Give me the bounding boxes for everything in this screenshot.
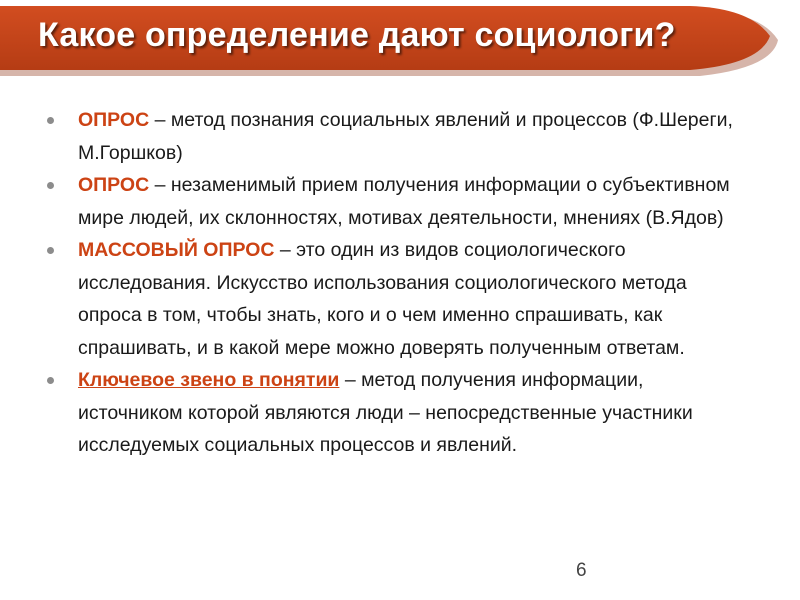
bullet-term: ОПРОС (78, 109, 150, 131)
bullet-dot-icon (47, 247, 54, 254)
page-number: 6 (576, 560, 587, 581)
bullet-dot-icon (47, 117, 54, 124)
list-item (46, 364, 746, 462)
list-item (46, 104, 746, 169)
bullet-dot-icon (47, 377, 54, 384)
list-item (46, 169, 746, 234)
bullet-text: – незаменимый прием получения информации о субъективном мире людей, их склонностях, мотивах деятельности, мнениях (В.Ядов) (78, 174, 730, 229)
bullet-list (46, 104, 746, 462)
bullet-text: – метод получения информации, источником которой являются люди – непосредственные участники исследуемых социальных процессов и явлений. (78, 369, 693, 456)
title-banner (0, 0, 800, 90)
bullet-term: ОПРОС (78, 174, 150, 196)
bullet-text: – метод познания социальных явлений и процессов (Ф.Шереги, М.Горшков) (78, 109, 733, 164)
bullet-text: – это один из видов социологического исследования. Искусство использования социологического метода опроса в том, чтобы знать, кого и о чем именно спрашивать, как спрашивать, и в какой мере можно доверять полученным ответам. (78, 239, 687, 359)
bullet-dot-icon (47, 182, 54, 189)
bullet-term: МАССОВЫЙ ОПРОС (78, 239, 275, 261)
key-concept-link[interactable]: Ключевое звено в понятии (78, 369, 340, 391)
list-item (46, 234, 746, 364)
slide-title: Какое определение дают социологи? (38, 16, 676, 54)
